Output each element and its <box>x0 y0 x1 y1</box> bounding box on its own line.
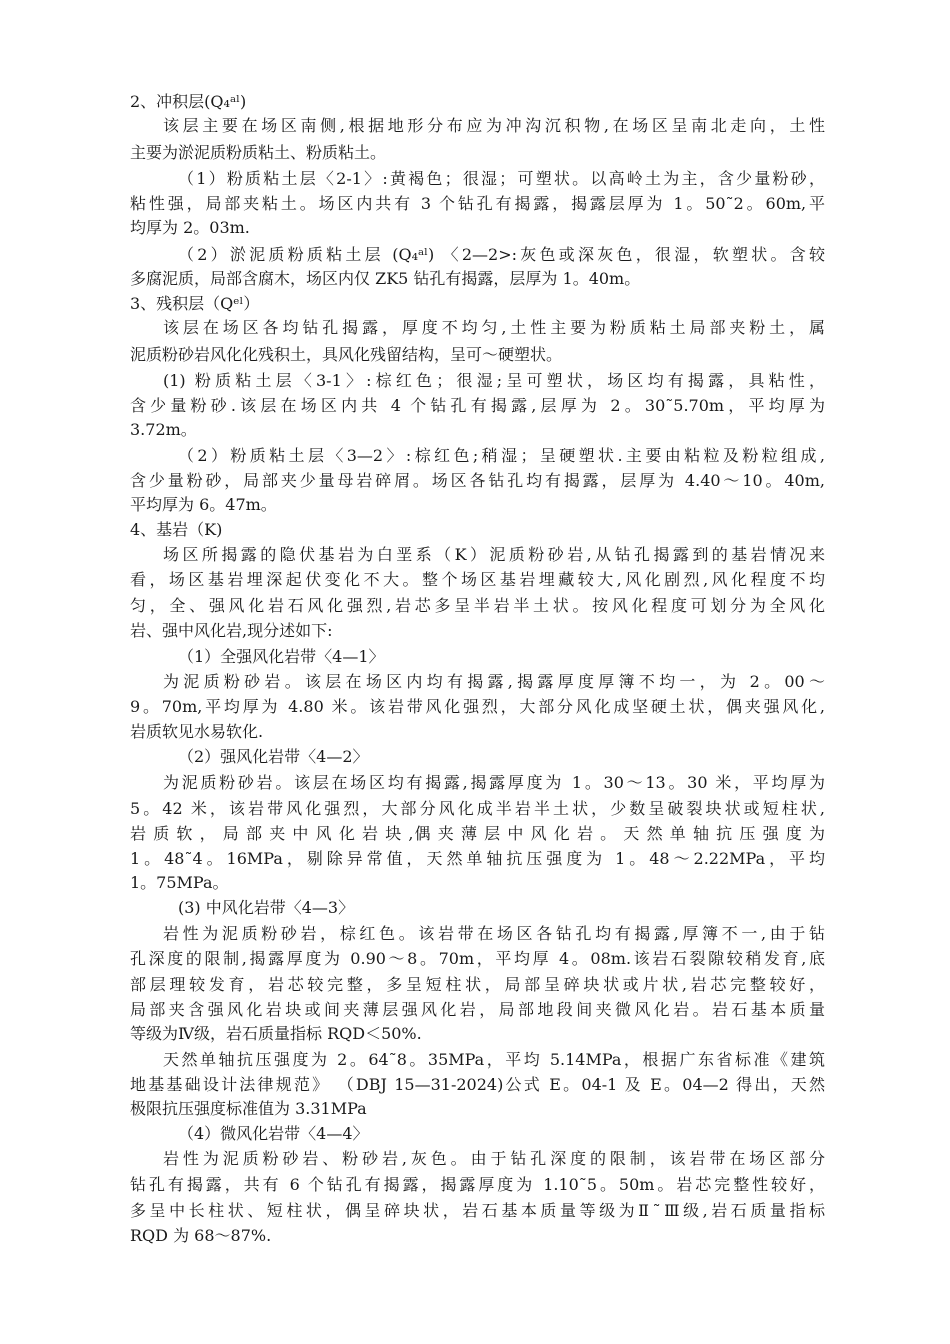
text-line: 局部夹含强风化岩块或间夹薄层强风化岩，局部地段间夹微风化岩。岩石基本质量 <box>130 1000 825 1019</box>
text-line: （1）粉质粘土层〈2-1〉:黄褐色；很湿；可塑状。以高岭土为主，含少量粉砂， <box>178 169 825 188</box>
text-line: 岩质软见水易软化. <box>130 722 264 741</box>
text-line: 钻孔有揭露，共有 6 个钻孔有揭露，揭露厚度为 1.10˜5。50m。岩芯完整性较好， <box>130 1175 825 1194</box>
subsection-heading: （4）微风化岩带〈4—4〉 <box>178 1124 369 1143</box>
text-line: 地基基础设计法律规范》 （DBJ 15—31-2024)公式 E。04-1 及 E。04—2 得出，天然 <box>130 1075 825 1094</box>
subsection-heading: （2）强风化岩带〈4—2〉 <box>178 747 369 766</box>
section-heading-alluvial: 2、冲积层(Q₄ᵃˡ) <box>130 92 247 111</box>
section-heading-residual: 3、残积层（Qᵉˡ） <box>130 294 260 313</box>
text-line: 1。75MPa。 <box>130 873 229 892</box>
text-line: 孔深度的限制,揭露厚度为 0.90～8。70m，平均厚 4。08m.该岩石裂隙较稍发育,底 <box>130 949 825 968</box>
section-heading-bedrock: 4、基岩（K) <box>130 520 223 539</box>
text-line: 岩性为泥质粉砂岩、粉砂岩,灰色。由于钻孔深度的限制，该岩带在场区部分 <box>163 1149 825 1168</box>
text-line: RQD 为 68～87%. <box>130 1226 272 1245</box>
text-line: 岩、强中风化岩,现分述如下: <box>130 621 333 640</box>
text-line: 多腐泥质，局部含腐木，场区内仅 ZK5 钻孔有揭露，层厚为 1。40m。 <box>130 269 641 288</box>
subsection-heading: （1）全强风化岩带〈4—1〉 <box>178 647 385 666</box>
text-line: 匀，全、强风化岩石风化强烈,岩芯多呈半岩半土状。按风化程度可划分为全风化 <box>130 596 825 615</box>
text-line: （2）粉质粘土层〈3—2〉:棕红色;稍湿；呈硬塑状.主要由粘粒及粉粒组成, <box>178 446 825 465</box>
text-line: 岩 质 软 ， 局 部 夹 中 风 化 岩 块 ,偶 夹 薄 层 中 风 化 岩 。 天 然 单 轴 抗 压 强 度 为 <box>130 824 825 843</box>
text-line: 极限抗压强度标准值为 3.31MPa <box>130 1099 367 1118</box>
text-line: 5。42 米，该岩带风化强烈，大部分风化成半岩半土状，少数呈破裂块状或短柱状, <box>130 799 825 818</box>
text-line: 场区所揭露的隐伏基岩为白垩系（K）泥质粉砂岩,从钻孔揭露到的基岩情况来 <box>163 545 825 564</box>
text-line: (1) 粉质粘土层〈3-1〉:棕红色；很湿;呈可塑状，场区均有揭露，具粘性， <box>163 371 825 390</box>
text-line: 泥质粉砂岩风化化残积土，具风化残留结构，呈可～硬塑状。 <box>130 345 563 364</box>
text-line: 均厚为 2。03m. <box>130 218 250 237</box>
text-line: 主要为淤泥质粉质粘土、粉质粘土。 <box>130 143 387 162</box>
text-line: 为泥质粉砂岩。该层在场区内均有揭露,揭露厚度厚簿不均一，为 2。00～ <box>163 672 825 691</box>
text-line: 该层在场区各均钻孔揭露，厚度不均匀,土性主要为粉质粘土局部夹粉土，属 <box>163 318 825 337</box>
text-line: 部层理较发育，岩芯较完整，多呈短柱状，局部呈碎块状或片状,岩芯完整较好， <box>130 975 825 994</box>
text-line: 该层主要在场区南侧,根据地形分布应为冲沟沉积物,在场区呈南北走向，土性 <box>163 116 825 135</box>
subsection-heading: (3) 中风化岩带〈4—3〉 <box>178 898 355 917</box>
text-line: 等级为Ⅳ级，岩石质量指标 RQD＜50%. <box>130 1024 422 1043</box>
text-line: 含少量粉砂.该层在场区内共 4 个钻孔有揭露,层厚为 2。30˜5.70m，平均厚为 <box>130 396 825 415</box>
text-line: （2）淤泥质粉质粘土层 (Q₄ᵃˡ) 〈2—2>:灰色或深灰色，很湿，软塑状。含较 <box>178 245 825 264</box>
text-line: 1。48˜4。16MPa，剔除异常值，天然单轴抗压强度为 1。48～2.22MPa，平均 <box>130 849 825 868</box>
text-line: 平均厚为 6。47m。 <box>130 495 277 514</box>
text-line: 含少量粉砂，局部夹少量母岩碎屑。场区各钻孔均有揭露，层厚为 4.40～10。40m, <box>130 471 825 490</box>
text-line: 为泥质粉砂岩。该层在场区均有揭露,揭露厚度为 1。30～13。30 米，平均厚为 <box>163 773 825 792</box>
text-line: 多呈中长柱状、短柱状，偶呈碎块状，岩石基本质量等级为Ⅱ˜Ⅲ级,岩石质量指标 <box>130 1201 825 1220</box>
text-line: 岩性为泥质粉砂岩，棕红色。该岩带在场区各钻孔均有揭露,厚簿不一,由于钻 <box>163 924 825 943</box>
text-line: 看，场区基岩埋深起伏变化不大。整个场区基岩埋藏较大,风化剧烈,风化程度不均 <box>130 570 825 589</box>
text-line: 天然单轴抗压强度为 2。64˜8。35MPa，平均 5.14MPa，根据广东省标准《建筑 <box>163 1050 825 1069</box>
text-line: 9。70m,平均厚为 4.80 米。该岩带风化强烈，大部分风化成坚硬土状，偶夹强风化, <box>130 697 825 716</box>
text-line: 3.72m。 <box>130 420 197 439</box>
text-line: 粘性强，局部夹粘土。场区内共有 3 个钻孔有揭露，揭露层厚为 1。50˜2。60m,平 <box>130 194 825 213</box>
